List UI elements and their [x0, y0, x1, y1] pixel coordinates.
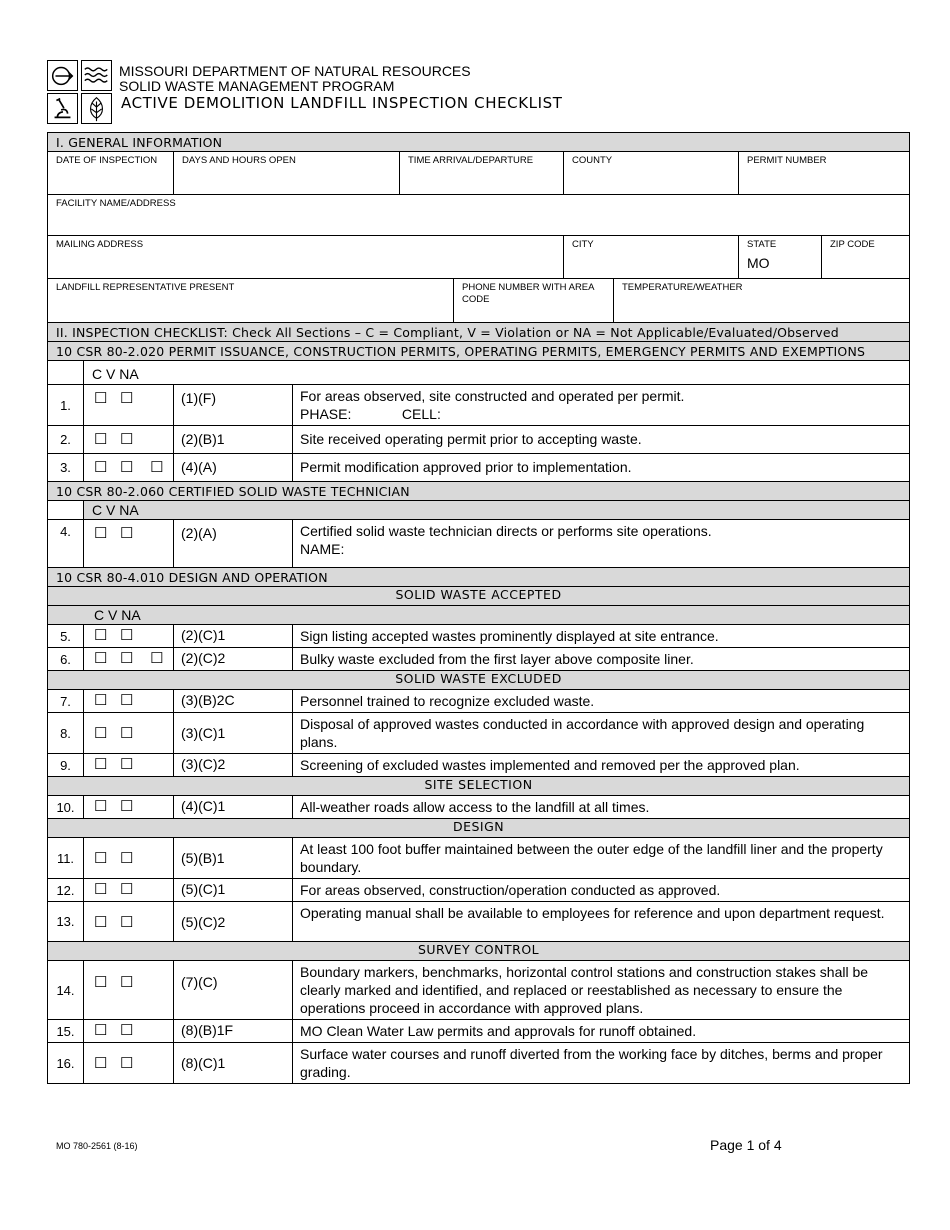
landfill-representative-field[interactable] [48, 279, 454, 323]
item-description: Screening of excluded wastes implemented and removed per the approved plan. [293, 754, 910, 777]
item-checkboxes[interactable]: ☐ ☐ [84, 520, 174, 568]
item-number: 16. [48, 1043, 84, 1084]
inspection-form [47, 132, 910, 1084]
facility-name-label: FACILITY NAME/ADDRESS [56, 198, 176, 209]
c-v-na-header: C V NA [84, 501, 910, 520]
item-description: Personnel trained to recognize excluded waste. [293, 690, 910, 713]
page-number: Page 1 of 4 [710, 1137, 782, 1153]
form-header [47, 60, 907, 126]
c-v-na-header: C V NA [84, 361, 910, 385]
item-reference: (4)(C)1 [174, 796, 293, 819]
item-description: Sign listing accepted wastes prominently displayed at site entrance. [293, 625, 910, 648]
item-checkboxes[interactable]: ☐ ☐ [84, 796, 174, 819]
landfill-representative-label: LANDFILL REPRESENTATIVE PRESENT [56, 282, 235, 293]
item-description: For areas observed, construction/operation conducted as approved. [293, 879, 910, 902]
item-reference: (8)(C)1 [174, 1043, 293, 1084]
date-of-inspection-field[interactable] [48, 152, 174, 195]
item-reference: (7)(C) [174, 961, 293, 1020]
item-number: 5. [48, 625, 84, 648]
item-checkboxes[interactable]: ☐ ☐ ☐ [84, 454, 174, 482]
microscope-icon [47, 93, 78, 124]
zip-code-field[interactable] [822, 236, 910, 279]
c-v-na-header: C V NA [48, 606, 910, 625]
leaf-icon [81, 93, 112, 124]
number-column-header [48, 501, 84, 520]
item-reference: (5)(C)2 [174, 902, 293, 942]
county-label: COUNTY [572, 155, 613, 166]
phone-number-label: PHONE NUMBER WITH AREA CODE [462, 282, 594, 305]
item-number: 1. [48, 385, 84, 426]
state-field[interactable] [739, 236, 822, 279]
item-description: Operating manual shall be available to employees for reference and upon department request. [293, 902, 910, 942]
department-name [119, 64, 471, 94]
city-label: CITY [572, 239, 594, 250]
item-number: 6. [48, 648, 84, 671]
item-description: At least 100 foot buffer maintained between the outer edge of the landfill liner and the property boundary. [293, 838, 910, 879]
item-number: 10. [48, 796, 84, 819]
item-reference: (2)(B)1 [174, 426, 293, 454]
item-number: 2. [48, 426, 84, 454]
item-description: All-weather roads allow access to the landfill at all times. [293, 796, 910, 819]
item-checkboxes[interactable]: ☐ ☐ [84, 1043, 174, 1084]
item-checkboxes[interactable]: ☐ ☐ ☐ [84, 648, 174, 671]
section-permit-issuance: 10 CSR 80-2.020 PERMIT ISSUANCE, CONSTRUCTION PERMITS, OPERATING PERMITS, EMERGENCY PERMITS AND EXEMPTIONS [48, 342, 910, 361]
item-number: 12. [48, 879, 84, 902]
item-checkboxes[interactable]: ☐ ☐ [84, 879, 174, 902]
item-checkboxes[interactable]: ☐ ☐ [84, 426, 174, 454]
item-number: 14. [48, 961, 84, 1020]
item-number: 11. [48, 838, 84, 879]
item-reference: (4)(A) [174, 454, 293, 482]
date-of-inspection-label: DATE OF INSPECTION [56, 155, 158, 166]
item-checkboxes[interactable]: ☐ ☐ [84, 625, 174, 648]
item-reference: (2)(C)1 [174, 625, 293, 648]
number-column-header [48, 361, 84, 385]
item-reference: (2)(C)2 [174, 648, 293, 671]
item-checkboxes[interactable]: ☐ ☐ [84, 690, 174, 713]
agency-logos [47, 60, 115, 124]
time-arrival-field[interactable] [400, 152, 564, 195]
item-description: Surface water courses and runoff diverted from the working face by ditches, berms and proper grading. [293, 1043, 910, 1084]
department-line: MISSOURI DEPARTMENT OF NATURAL RESOURCES [119, 63, 471, 79]
item-number: 9. [48, 754, 84, 777]
item-reference: (3)(C)1 [174, 713, 293, 754]
item-checkboxes[interactable]: ☐ ☐ [84, 961, 174, 1020]
general-information-band: I. GENERAL INFORMATION [48, 133, 910, 152]
item-description: Permit modification approved prior to implementation. [293, 454, 910, 482]
program-line: SOLID WASTE MANAGEMENT PROGRAM [119, 78, 395, 94]
item-description: Boundary markers, benchmarks, horizontal control stations and construction stakes shall be clearly marked and identified, and replaced or reestablished as necessary to ensure the operations proceed in accordance with approved plans. [293, 961, 910, 1020]
item-description: MO Clean Water Law permits and approvals for runoff obtained. [293, 1020, 910, 1043]
page-title: ACTIVE DEMOLITION LANDFILL INSPECTION CHECKLIST [121, 94, 563, 112]
permit-number-label: PERMIT NUMBER [747, 155, 827, 166]
subsection-waste-excluded: SOLID WASTE EXCLUDED [48, 671, 910, 690]
item-checkboxes[interactable]: ☐ ☐ [84, 838, 174, 879]
zip-code-label: ZIP CODE [830, 239, 875, 250]
days-hours-field[interactable] [174, 152, 400, 195]
facility-name-field[interactable] [48, 195, 910, 236]
item-reference: (1)(F) [174, 385, 293, 426]
item-checkboxes[interactable]: ☐ ☐ [84, 1020, 174, 1043]
state-value: MO [747, 255, 770, 271]
county-field[interactable] [564, 152, 739, 195]
state-label: STATE [747, 239, 777, 250]
item-text: Certified solid waste technician directs or performs site operations. [300, 523, 712, 539]
item-reference: (5)(C)1 [174, 879, 293, 902]
phase-cell-line: PHASE: CELL: [300, 406, 441, 422]
name-line: NAME: [300, 541, 345, 557]
item-checkboxes[interactable]: ☐ ☐ [84, 754, 174, 777]
item-reference: (5)(B)1 [174, 838, 293, 879]
item-reference: (3)(B)2C [174, 690, 293, 713]
subsection-design: DESIGN [48, 819, 910, 838]
item-text: For areas observed, site constructed and operated per permit. [300, 388, 685, 404]
city-field[interactable] [564, 236, 739, 279]
item-reference: (2)(A) [174, 520, 293, 568]
section-design-operation: 10 CSR 80-4.010 DESIGN AND OPERATION [48, 568, 910, 587]
circle-arrow-icon [47, 60, 78, 91]
item-description [293, 520, 910, 568]
phone-number-field[interactable] [454, 279, 614, 323]
water-waves-icon [81, 60, 112, 91]
item-description [293, 385, 910, 426]
subsection-survey-control: SURVEY CONTROL [48, 942, 910, 961]
temperature-weather-field[interactable] [614, 279, 910, 323]
item-checkboxes[interactable]: ☐ ☐ [84, 902, 174, 942]
item-description: Site received operating permit prior to accepting waste. [293, 426, 910, 454]
subsection-site-selection: SITE SELECTION [48, 777, 910, 796]
item-checkboxes[interactable]: ☐ ☐ [84, 385, 174, 426]
temperature-weather-label: TEMPERATURE/WEATHER [622, 282, 743, 293]
item-description: Disposal of approved wastes conducted in accordance with approved design and operating plans. [293, 713, 910, 754]
item-number: 3. [48, 454, 84, 482]
item-reference: (8)(B)1F [174, 1020, 293, 1043]
section-certified-technician: 10 CSR 80-2.060 CERTIFIED SOLID WASTE TECHNICIAN [48, 482, 910, 501]
subsection-waste-accepted: SOLID WASTE ACCEPTED [48, 587, 910, 606]
item-description: Bulky waste excluded from the first layer above composite liner. [293, 648, 910, 671]
inspection-checklist-band: II. INSPECTION CHECKLIST: Check All Sections – C = Compliant, V = Violation or NA = Not Applicable/Evaluated/Observed [48, 323, 910, 342]
item-checkboxes[interactable]: ☐ ☐ [84, 713, 174, 754]
item-number: 7. [48, 690, 84, 713]
form-number: MO 780-2561 (8-16) [56, 1141, 138, 1151]
item-number: 15. [48, 1020, 84, 1043]
item-number: 4. [48, 520, 84, 568]
days-hours-label: DAYS AND HOURS OPEN [182, 155, 296, 166]
item-number: 8. [48, 713, 84, 754]
time-arrival-label: TIME ARRIVAL/DEPARTURE [408, 155, 534, 166]
mailing-address-label: MAILING ADDRESS [56, 239, 144, 250]
mailing-address-field[interactable] [48, 236, 564, 279]
permit-number-field[interactable] [739, 152, 910, 195]
item-reference: (3)(C)2 [174, 754, 293, 777]
item-number: 13. [48, 902, 84, 942]
